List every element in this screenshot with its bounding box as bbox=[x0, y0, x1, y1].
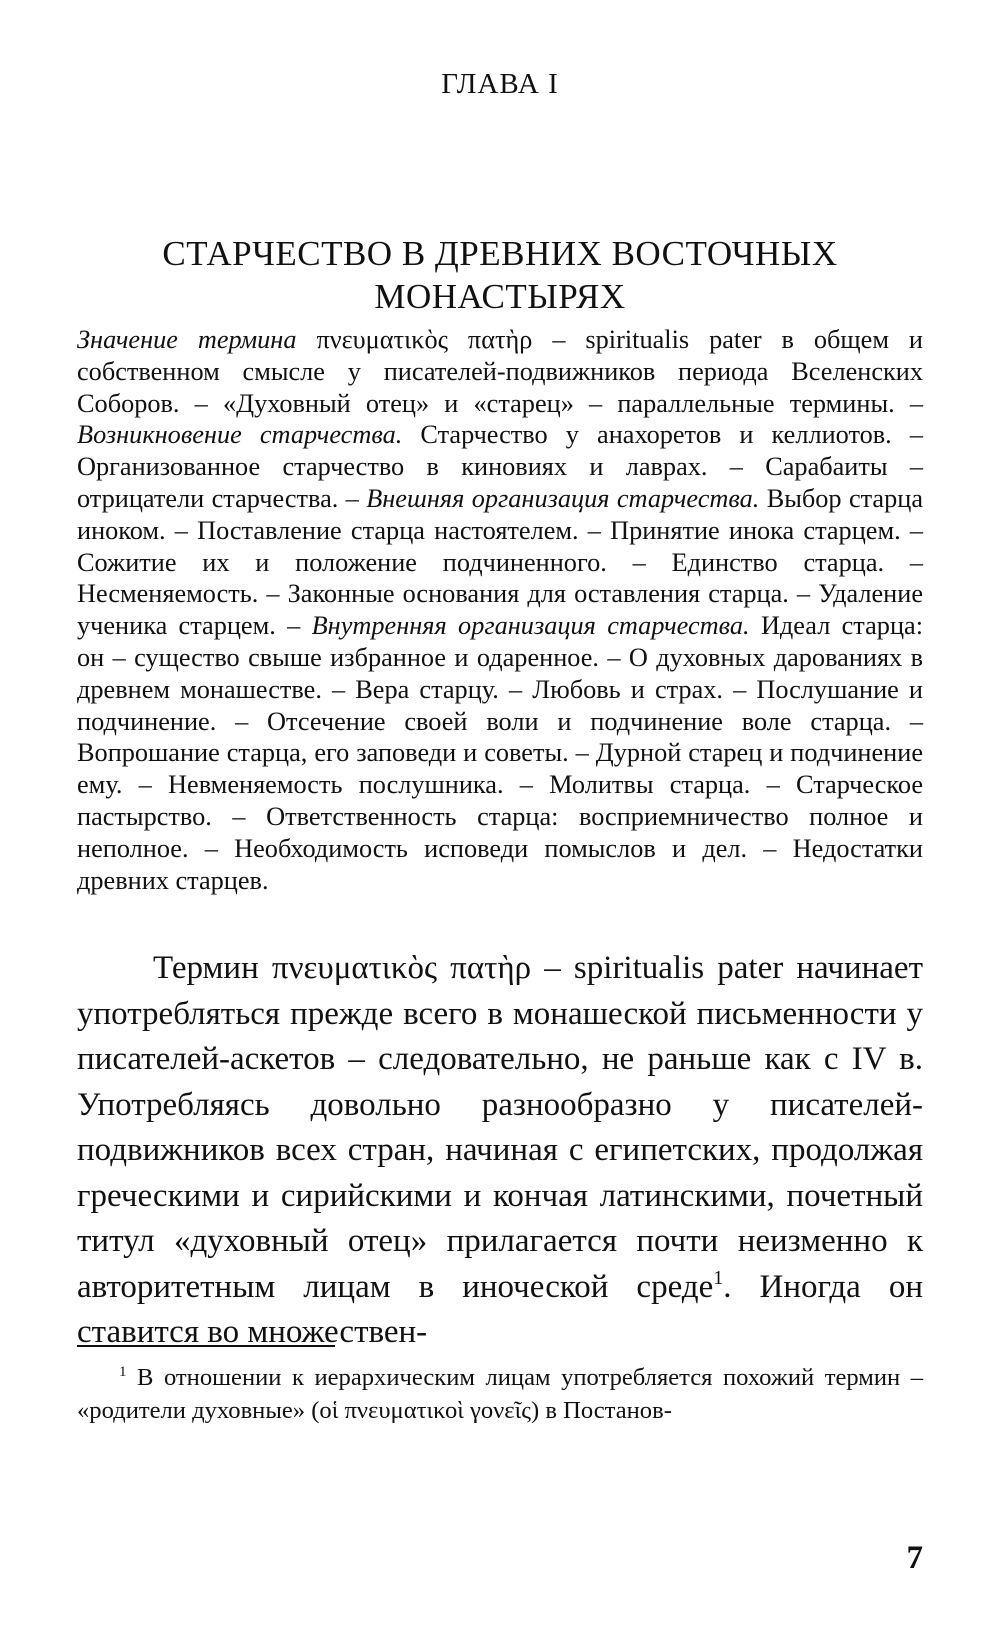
body-paragraph bbox=[77, 946, 923, 1356]
chapter-summary bbox=[77, 324, 923, 896]
footnote-divider bbox=[77, 1345, 335, 1347]
summary-text-origin: Старчество у анахоретов и келлиотов. – Организованное старчество в киновиях и лаврах. – Сарабаиты – отрицатели старчества. – bbox=[77, 420, 923, 513]
body-text-main: Термин πνευματικὸς πατὴρ – spiritualis pater начинает употребляться прежде всего в монашеской письменности у писателей-аскетов – следовательно, не раньше как с IV в. Употребляясь довольно разнообразно у писателей-подвижников всех стран, начиная с египетских, продолжая греческими и сирийскими и кончая латинскими, почетный титул «духовный отец» прилагается почти неизменно к авторитетным лицам в иноческой среде bbox=[77, 950, 923, 1305]
summary-heading-term: Значение термина bbox=[77, 325, 297, 354]
footnote-text: В отношении к иерархическим лицам употребляется похожий термин – «родители духовные» (οἱ πνευματικοὶ γονεῖς) в Постанов- bbox=[77, 1364, 923, 1424]
body-text-tail: . Иногда он ставится во множествен- bbox=[77, 1268, 924, 1350]
chapter-label: ГЛАВА I bbox=[441, 68, 559, 100]
footnote-reference: 1 bbox=[713, 1266, 724, 1289]
summary-text-term: πνευματικὸς πατὴρ – spiritualis pater в общем и собственном смысле у писателей-подвижников периода Вселенских Соборов. – «Духовный отец» и «старец» – параллельные термины. – bbox=[77, 325, 923, 418]
summary-text-external: Выбор старца иноком. – Поставление старца настоятелем. – Принятие инока старцем. – Сожитие их и положение подчиненного. – Единство старца. – Несменяемость. – Законные основания для оставления старца. – Удаление ученика старцем. – bbox=[77, 483, 923, 641]
chapter-title-line-2: МОНАСТЫРЯХ bbox=[374, 277, 626, 316]
summary-heading-origin: Возникновение старчества. bbox=[77, 420, 403, 450]
summary-text-internal: Идеал старца: он – существо свыше избранное и одаренное. – О духовных дарованиях в древнем монашестве. – Вера старцу. – Любовь и страх. – Послушание и подчинение. – Отсечение своей воли и подчинение воле старца. – Вопрошание старца, его заповеди и советы. – Дурной старец и подчинение ему. – Невменяемость послушника. – Молитвы старца. – Старческое пастырство. – Ответственность старца: восприемничество полное и неполное. – Необходимость исповеди помыслов и дел. – Недостатки древних старцев. bbox=[77, 611, 923, 895]
summary-heading-external: Внешняя организация старчества. bbox=[366, 483, 760, 513]
footnote-marker: 1 bbox=[119, 1364, 127, 1380]
chapter-title-line-1: СТАРЧЕСТВО В ДРЕВНИХ ВОСТОЧНЫХ bbox=[162, 234, 838, 273]
page-number: 7 bbox=[906, 1540, 923, 1576]
summary-heading-internal: Внутренняя организация старчества. bbox=[311, 611, 750, 641]
chapter-title bbox=[77, 232, 923, 318]
book-page bbox=[77, 0, 923, 1633]
footnote bbox=[77, 1362, 923, 1427]
